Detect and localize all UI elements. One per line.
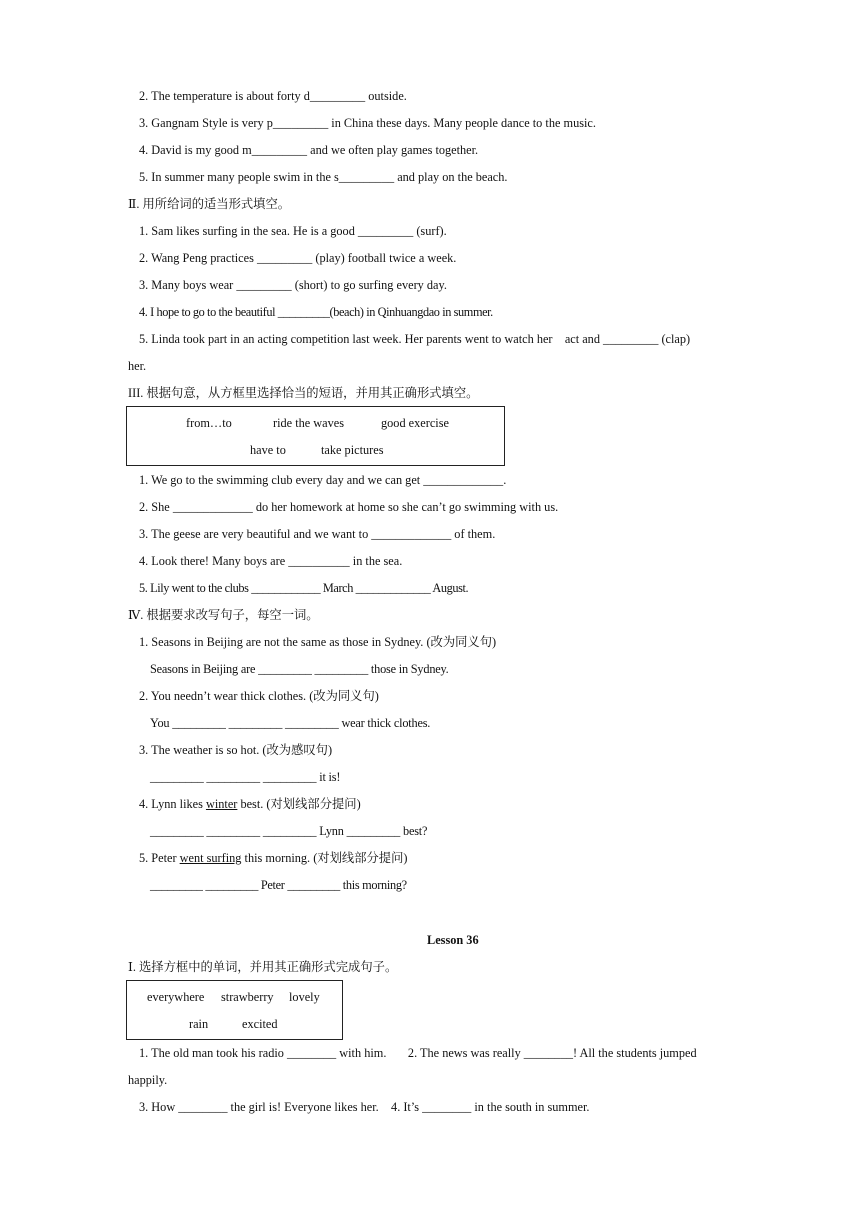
word-option: everywhere [147,990,205,1004]
exercise-item [139,851,407,865]
answer-line: _________ _________ _________ it is! [150,770,341,784]
question-text: best. (对划线部分提问) [237,797,361,811]
question-text: 5. Peter [139,851,180,865]
exercise-item [139,797,361,811]
underlined-word: winter [205,797,238,811]
exercise-item: 4. Look there! Many boys are __________ in the sea. [139,554,403,568]
exercise-item: 1. Seasons in Beijing are not the same as those in Sydney. (改为同义句) [139,635,497,649]
answer-line: Seasons in Beijing are _________ _________ those in Sydney. [150,662,449,676]
exercise-item: 5. In summer many people swim in the s_________ and play on the beach. [139,170,508,184]
exercise-item: 3. How ________ the girl is! Everyone likes her. 4. It’s ________ in the south in summer. [139,1100,590,1114]
word-option: strawberry [221,990,274,1004]
section-heading: III. 根据句意，从方框里选择恰当的短语，并用其正确形式填空。 [128,386,479,400]
word-option: excited [242,1017,278,1031]
word-option: take pictures [321,443,384,457]
exercise-item: 1. The old man took his radio ________ with him. 2. The news was really ________! All the students jumped [139,1046,697,1060]
exercise-item: 5. Lily went to the clubs ____________ March _____________ August. [139,581,469,595]
word-option: have to [250,443,286,457]
word-option: rain [189,1017,209,1031]
exercise-item: 2. She _____________ do her homework at home so she can’t go swimming with us. [139,500,559,514]
answer-line: _________ _________ _________ Lynn _________ best? [150,824,428,838]
exercise-item: 1. Sam likes surfing in the sea. He is a good _________ (surf). [139,224,447,238]
exercise-item: 3. The weather is so hot. (改为感叹句) [139,743,333,757]
word-box [126,406,505,466]
lesson-title: Lesson 36 [427,933,479,947]
exercise-item: 3. The geese are very beautiful and we want to _____________ of them. [139,527,496,541]
exercise-item-wrap: her. [128,359,147,373]
underlined-word: went surfing [179,851,242,865]
exercise-item: 1. We go to the swimming club every day and we can get _____________. [139,473,507,487]
exercise-item: 2. Wang Peng practices _________ (play) football twice a week. [139,251,457,265]
answer-line: You _________ _________ _________ wear thick clothes. [150,716,431,730]
section-heading: Ⅱ. 用所给词的适当形式填空。 [128,197,291,211]
question-text: this morning. (对划线部分提问) [241,851,408,865]
word-option: good exercise [381,416,449,430]
exercise-item: 5. Linda took part in an acting competition last week. Her parents went to watch her act and _________ (clap) [139,332,691,346]
question-text: 4. Lynn likes [139,797,206,811]
answer-line: _________ _________ Peter _________ this morning? [150,878,407,892]
exercise-item: 3. Gangnam Style is very p_________ in China these days. Many people dance to the music. [139,116,596,130]
exercise-item-wrap: happily. [128,1073,168,1087]
exercise-item: 4. I hope to go to the beautiful _________(beach) in Qinhuangdao in summer. [139,305,493,319]
word-box [126,980,343,1040]
exercise-item: 2. You needn’t wear thick clothes. (改为同义句) [139,689,379,703]
exercise-item: 4. David is my good m_________ and we often play games together. [139,143,479,157]
exercise-item: 2. The temperature is about forty d_________ outside. [139,89,407,103]
word-option: from…to [186,416,232,430]
word-option: ride the waves [273,416,345,430]
section-heading: Ⅰ. 选择方框中的单词，并用其正确形式完成句子。 [128,960,398,974]
section-heading: Ⅳ. 根据要求改写句子，每空一词。 [128,608,319,622]
exercise-item: 3. Many boys wear _________ (short) to go surfing every day. [139,278,447,292]
word-option: lovely [289,990,320,1004]
